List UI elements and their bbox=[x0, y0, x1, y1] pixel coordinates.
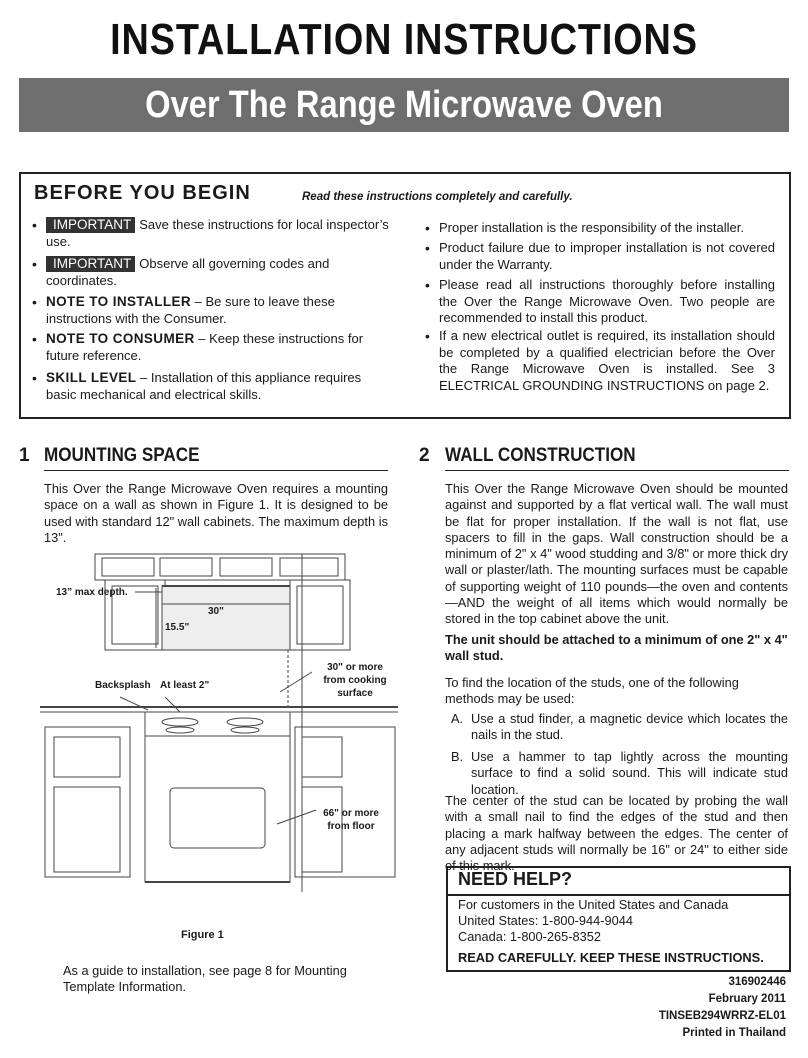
method-letter: B. bbox=[451, 749, 464, 764]
list-item bbox=[425, 277, 775, 327]
max-depth-label: 13” max depth. bbox=[56, 587, 128, 598]
list-item-text: Proper installation is the responsibility of the installer. bbox=[439, 220, 744, 235]
bullet: • bbox=[32, 370, 37, 386]
help-line: Canada: 1-800-265-8352 bbox=[458, 929, 602, 944]
list-item bbox=[451, 711, 788, 744]
page-subtitle: Over The Range Microwave Oven bbox=[145, 84, 663, 126]
help-line: United States: 1-800-944-9044 bbox=[458, 913, 634, 928]
section-title: MOUNTING SPACE bbox=[44, 445, 200, 466]
height-label: 15.5" bbox=[165, 622, 190, 633]
list-item-text: Save these instructions for local inspector’s use. bbox=[46, 217, 389, 249]
mounting-figure bbox=[40, 552, 400, 896]
doc-code: TINSEB294WRRZ-EL01 bbox=[658, 1010, 786, 1022]
list-item bbox=[451, 749, 788, 798]
important-badge: IMPORTANT bbox=[46, 217, 135, 233]
find-intro: To find the location of the studs, one of the following methods may be used: bbox=[445, 675, 739, 707]
section-number: 1 bbox=[19, 445, 30, 466]
bold-note: The unit should be attached to a minimum of one 2" x 4" wall stud. bbox=[445, 632, 788, 664]
backsplash-label: Backsplash bbox=[95, 680, 151, 691]
section-rule bbox=[445, 470, 789, 471]
list-item-lead: SKILL LEVEL bbox=[46, 370, 137, 385]
printed-in: Printed in Thailand bbox=[682, 1027, 786, 1039]
print-date: February 2011 bbox=[708, 993, 786, 1005]
list-item bbox=[32, 256, 366, 289]
list-item-text: If a new electrical outlet is required, its installation should be completed by a qualified electrician before the Over the Range Microwave Oven is installed. See 3 ELECTRICAL GROUNDING INSTRUCTIONS on page 2. bbox=[439, 328, 775, 393]
list-item bbox=[425, 328, 775, 394]
width-label: 30" bbox=[208, 606, 224, 617]
list-item-text: – Keep these instructions for future reference. bbox=[46, 331, 364, 363]
list-item bbox=[32, 294, 391, 327]
help-line: For customers in the United States and Canada bbox=[458, 897, 729, 912]
list-item bbox=[32, 217, 396, 250]
list-item-text: Please read all instructions thoroughly before installing the Over the Range Microwave Oven. Two people are recommended to install this product. bbox=[439, 277, 775, 325]
before-you-begin-note: Read these instructions completely and carefully. bbox=[302, 191, 573, 203]
method-text: Use a hammer to tap lightly across the mounting surface to find a solid sound. This will indicate stud location. bbox=[471, 749, 788, 797]
section-body: This Over the Range Microwave Oven should be mounted against and supported by a flat vertical wall. The wall must be flat for proper installation. If the wall is not flat, use spacers to fill in the gaps. Wall construction should be a minimum of 2" x 4" wood studding and 3/8" or more thick dry wall or plaster/lath. The mounting surfaces must be capable of supporting weight of 110 pounds—the oven and contents—AND the weight of all items which would normally be stored in the top cabinet above the unit. bbox=[445, 481, 788, 627]
bullet: • bbox=[425, 328, 430, 344]
center-text: The center of the stud can be located by probing the wall with a small nail to find the edges of the stud and then placing a mark halfway between the edges. The center of any adjacent studs will normally be 16" or 24" to either side of this mark. bbox=[445, 793, 788, 874]
from-floor-label: 66" or more from floor bbox=[323, 808, 379, 832]
bullet: • bbox=[425, 277, 430, 293]
bullet: • bbox=[32, 217, 37, 233]
page-title: INSTALLATION INSTRUCTIONS bbox=[110, 15, 698, 64]
bullet: • bbox=[32, 331, 37, 347]
guide-text: As a guide to installation, see page 8 for Mounting Template Information. bbox=[63, 963, 347, 995]
before-you-begin-title: BEFORE YOU BEGIN bbox=[34, 182, 251, 204]
list-item-text: – Installation of this appliance requires basic mechanical and electrical skills. bbox=[46, 370, 362, 402]
list-item bbox=[425, 240, 775, 273]
section-title: WALL CONSTRUCTION bbox=[445, 445, 636, 466]
list-item-text: Observe all governing codes and coordinates. bbox=[46, 256, 330, 288]
list-item-lead: NOTE TO CONSUMER bbox=[46, 331, 195, 346]
list-item bbox=[425, 220, 775, 237]
method-text: Use a stud finder, a magnetic device which locates the nails in the stud. bbox=[471, 711, 788, 743]
need-help-rule bbox=[448, 894, 789, 896]
need-help-title: NEED HELP? bbox=[458, 869, 573, 889]
list-item-lead: NOTE TO INSTALLER bbox=[46, 294, 192, 309]
bullet: • bbox=[425, 220, 430, 236]
important-badge: IMPORTANT bbox=[46, 256, 135, 272]
section-number: 2 bbox=[419, 445, 430, 466]
at-least-label: At least 2" bbox=[160, 680, 210, 691]
list-item-text: – Be sure to leave these instructions with the Consumer. bbox=[46, 294, 335, 326]
figure-caption: Figure 1 bbox=[181, 929, 224, 941]
section-rule bbox=[44, 470, 388, 471]
bullet: • bbox=[32, 256, 37, 272]
bullet: • bbox=[32, 294, 37, 310]
section-body: This Over the Range Microwave Oven requires a mounting space on a wall as shown in Figure 1. It is designed to be used with standard 12" wall cabinets. The maximum depth is 13". bbox=[44, 481, 388, 545]
part-number: 316902446 bbox=[728, 976, 786, 988]
cooking-surface-label: 30" or more from cooking surface bbox=[323, 662, 387, 699]
bullet: • bbox=[425, 240, 430, 256]
method-letter: A. bbox=[451, 711, 464, 726]
list-item bbox=[32, 331, 391, 364]
list-item bbox=[32, 370, 391, 403]
list-item-text: Product failure due to improper installation is not covered under the Warranty. bbox=[439, 240, 775, 272]
help-line: READ CAREFULLY. KEEP THESE INSTRUCTIONS. bbox=[458, 950, 764, 965]
